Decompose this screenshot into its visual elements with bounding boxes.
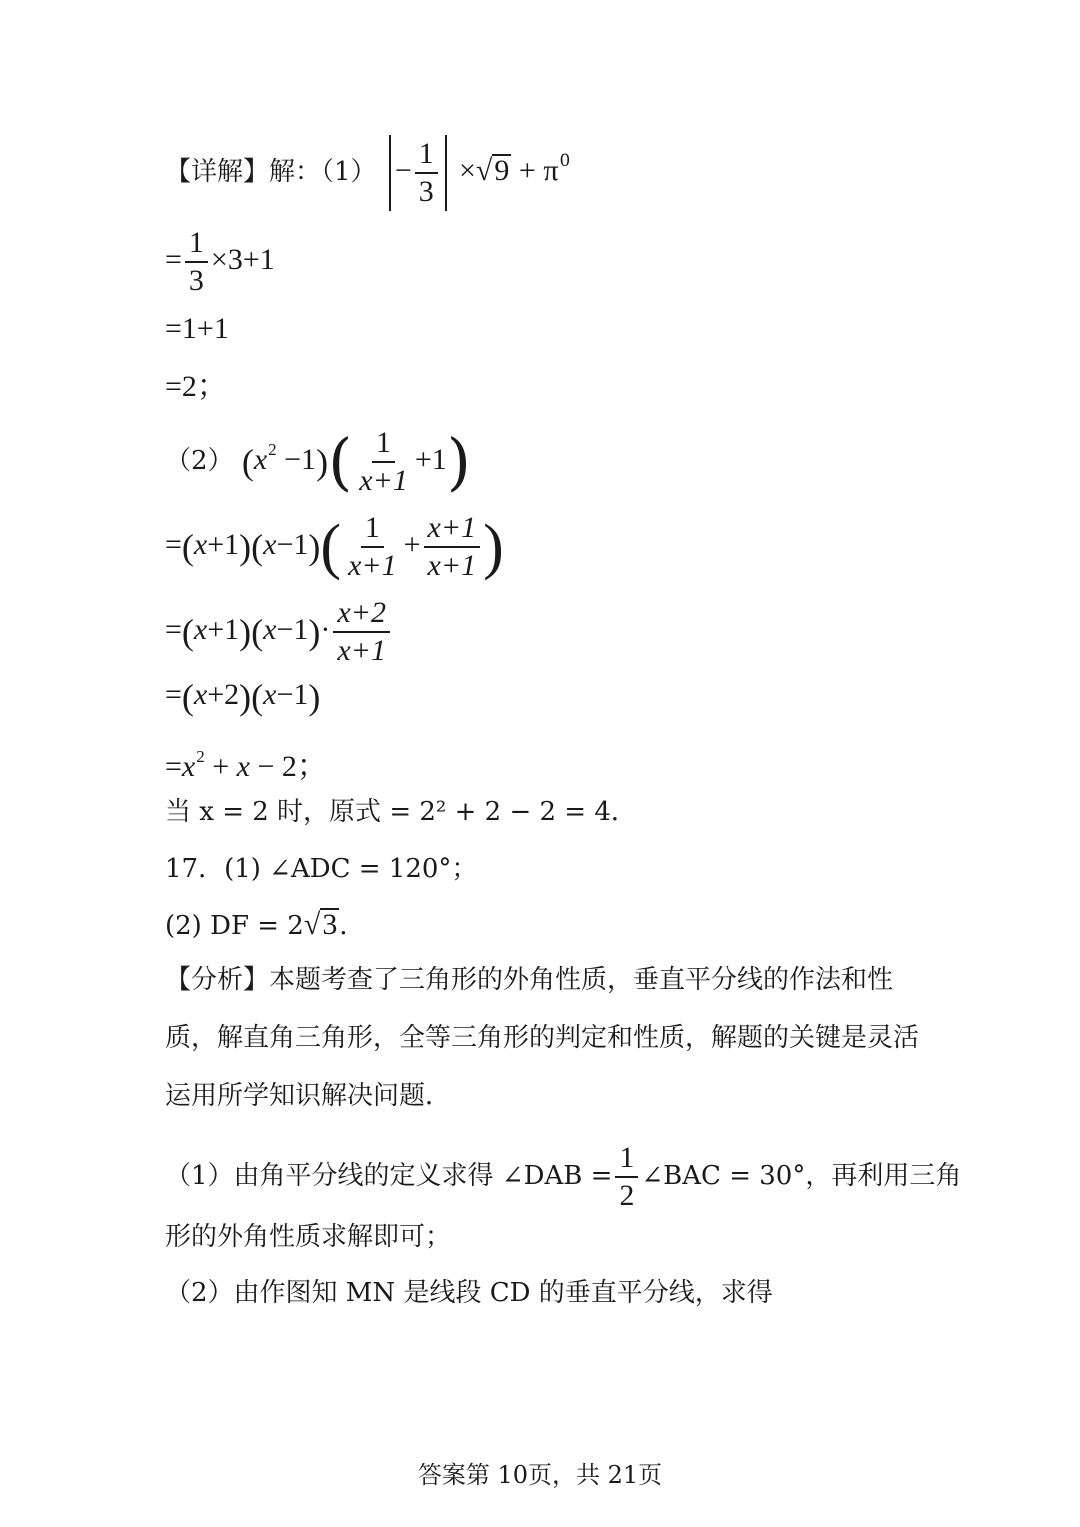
fraction-step6: $\frac{x+2}{x+1}$	[333, 595, 390, 669]
abs-bar-right	[445, 135, 447, 211]
fraction-one-third-2: $\frac{1}{3}$	[185, 225, 208, 299]
q17-line2: (2) DF = 2√3．	[165, 908, 366, 941]
q17-line1: 17．(1) ∠ADC = 120°；	[165, 854, 478, 884]
fraction-one-third: $\frac{1}{3}$	[415, 136, 438, 210]
step-5: =(x+1)(x−1)( $\frac{1}{x+1}$ + $\frac{x+1}{x+1}$ )	[165, 511, 504, 582]
page-footer: 答案第 10页，共 21页	[417, 1461, 663, 1489]
fraction-one-half: $\frac{1}{2}$	[615, 1140, 638, 1214]
abs-bar-left	[389, 135, 391, 211]
pi-symbol: π	[543, 154, 559, 187]
result-line: 当 x = 2 时，原式 = 2² + 2 − 2 = 4．	[165, 797, 637, 827]
fraction-step5-a: $\frac{1}{x+1}$	[348, 511, 397, 582]
analysis-part2: （2）由作图知 MN 是线段 CD 的垂直平分线，求得	[165, 1278, 773, 1308]
step-8: $=x^2 + x - 2$；	[165, 747, 327, 783]
fraction-1-over-x-plus-1: $\frac{1}{x+1}$	[359, 426, 408, 497]
part2-label: （2）	[165, 446, 234, 476]
step-7: =(x+2)(x−1)	[165, 677, 321, 718]
part1-label: 【详解】解：（1）	[165, 157, 377, 187]
fraction-step5-b: $\frac{x+1}{x+1}$	[424, 510, 481, 584]
sqrt-three: 3	[322, 908, 338, 941]
analysis-text: 【分析】本题考查了三角形的外角性质，垂直平分线的作法和性质，解直角三角形，全等三角形的判定和性质，解题的关键是灵活运用所学知识解决问题．	[165, 965, 920, 1111]
sqrt-nine: 9	[494, 154, 510, 187]
part2-expression: （2） $(x^2 -1)$( $\frac{1}{x+1}$ +1)	[165, 425, 471, 498]
analysis-part1-cont: 形的外角性质求解即可；	[165, 1222, 452, 1252]
step-3: =1+1	[165, 312, 229, 345]
step-6: =(x+1)(x−1)· $\frac{x+2}{x+1}$	[165, 595, 393, 669]
step-4: =2；	[165, 370, 227, 403]
step-2: = $\frac{1}{3}$ ×3+1	[165, 226, 275, 297]
analysis-part1: （1）由角平分线的定义求得 ∠DAB = $\frac{1}{2}$ ∠BAC = 30°，再利用三角	[165, 1141, 962, 1212]
part1-expression: 【详解】解：（1） − $\frac{1}{3}$ $\times√9 + \pi^0$	[165, 135, 570, 211]
